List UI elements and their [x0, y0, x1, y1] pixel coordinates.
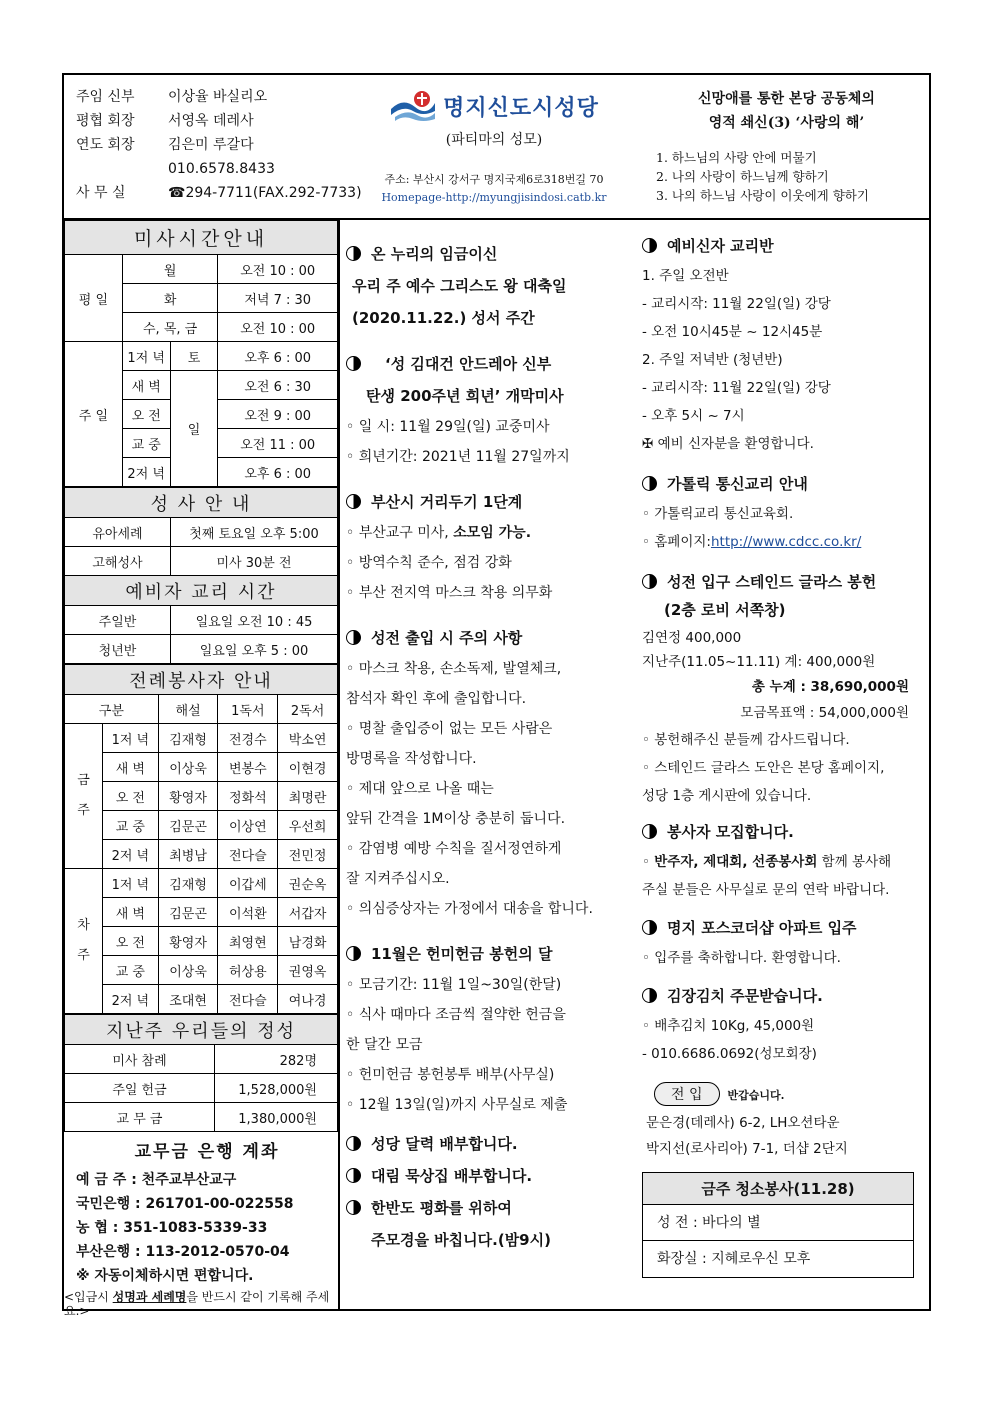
column-header: 2독서: [278, 695, 338, 724]
table-cell: 조대현: [158, 985, 218, 1014]
notice-item: [642, 848, 929, 876]
class-name: 청년반: [65, 635, 171, 664]
table-cell: 남경화: [278, 927, 338, 956]
notice-title: 김장김치 주문받습니다.: [667, 987, 823, 1005]
item-text: ◦ 홈페이지:: [642, 534, 711, 550]
mass-time: 오전 6 : 30: [218, 371, 338, 400]
notice-volunteers: [642, 816, 929, 904]
notice-item: - 교리시작: 11월 22일(일) 강당: [642, 296, 831, 312]
notice-title: 성전 출입 시 주의 사항: [371, 629, 523, 647]
notice-item: ◦ 식사 때마다 조금씩 절약한 헌금을: [346, 1007, 566, 1023]
notice-item: ◦ 모금기간: 11월 1일~30일(한달): [346, 977, 562, 993]
offering-table: [64, 1014, 338, 1132]
middle-column: [340, 220, 638, 1311]
section-heading: 전례봉사자 안내: [65, 665, 338, 695]
notice-item: 잘 지켜주십시오.: [346, 871, 450, 887]
notice-title: 주모경을 바칩니다.(밤9시): [371, 1231, 551, 1249]
bank-accounts: [64, 1132, 338, 1318]
table-cell: 전경수: [218, 724, 278, 753]
sacrament-time: 미사 30분 전: [171, 547, 338, 576]
column-header: 구분: [65, 695, 159, 724]
notice-title: 대림 묵상집 배부합니다.: [371, 1167, 533, 1185]
right-column: [638, 220, 929, 1311]
table-cell: 이상욱: [158, 753, 218, 782]
new-parishioner: 문은경(데레사) 6-2, LH오션타운: [646, 1115, 840, 1131]
bullet-icon: [642, 824, 657, 839]
weekly-total: 지난주(11.05~11.11) 계: 400,000원: [642, 654, 876, 670]
notice-item: ◦ 봉헌해주신 분들께 감사드립니다.: [642, 732, 850, 748]
mass-time: 오후 6 : 00: [218, 342, 338, 371]
table-cell: 우선희: [278, 811, 338, 840]
sacrament-name: 고해성사: [65, 547, 171, 576]
bullet-icon: [346, 1136, 361, 1151]
notice-item: 주실 분들은 사무실로 문의 연락 바랍니다.: [642, 882, 890, 898]
church-logo-icon: [389, 89, 437, 123]
section-heading: 지난주 우리들의 정성: [65, 1015, 338, 1045]
notice-item: ◦ 제대 앞으로 나올 때는: [346, 781, 494, 797]
table-cell: 전민정: [278, 840, 338, 869]
notice-title: (2층 로비 서쪽창): [664, 601, 786, 619]
table-cell: 서갑자: [278, 898, 338, 927]
mass-day: 화: [122, 284, 218, 313]
table-cell: 허상용: [218, 956, 278, 985]
staff-phone: 010.6578.8433: [168, 161, 275, 177]
parish-theme: [644, 87, 929, 205]
table-cell: 이갑세: [218, 869, 278, 898]
bank-note: [64, 1290, 338, 1318]
notice-item: ◦ 의심증상자는 가정에서 대송을 합니다.: [346, 901, 593, 917]
notice-title: (2020.11.22.) 성서 주간: [352, 309, 535, 327]
table-cell: 황영자: [158, 782, 218, 811]
donor-line: 김연정 400,000: [642, 630, 742, 646]
notice-item: ◦ 12월 13일(일)까지 사무실로 제출: [346, 1097, 568, 1113]
new-parishioner: 박지선(로사리아) 7-1, 더샵 2단지: [646, 1141, 848, 1157]
notice-title: 성전 입구 스테인드 글라스 봉헌: [667, 573, 877, 591]
notice-item: 참석자 확인 후에 출입합니다.: [346, 691, 527, 707]
notice-item: ◦ 가톨릭교리 통신교육회.: [642, 506, 794, 522]
notice-item: 2. 주일 저녁반 (청년반): [642, 352, 783, 368]
notice-item: [642, 528, 929, 556]
notice-item: ◦ 헌미헌금 봉헌봉투 배부(사무실): [346, 1067, 555, 1083]
table-cell: 김재형: [158, 869, 218, 898]
mass-name: 오 전: [122, 400, 170, 429]
notice-kimchi: [642, 980, 929, 1068]
notice-item: ◦ 희년기간: 2021년 11월 27일까지: [346, 449, 570, 465]
mass-time: 저녁 7 : 30: [218, 284, 338, 313]
offering-label: 교 무 금: [65, 1103, 215, 1132]
left-column: [64, 220, 340, 1318]
notice-item: 한 달간 모금: [346, 1037, 423, 1053]
bullet-icon: [642, 476, 657, 491]
notice-title: 11월은 헌미헌금 봉헌의 달: [371, 945, 553, 963]
staff-name: 서영옥 데레사: [168, 113, 254, 129]
table-cell: 2저 녁: [102, 840, 158, 869]
week-label: 금 주: [65, 724, 103, 869]
notice-item: ◦ 방역수칙 준수, 점검 강화: [346, 555, 512, 571]
table-cell: 이석환: [218, 898, 278, 927]
mass-day: 월: [122, 255, 218, 284]
notice-item: - 오후 5시 ~ 7시: [642, 408, 745, 424]
table-cell: 김문곤: [158, 811, 218, 840]
bullet-icon: [346, 1200, 361, 1215]
cleaning-duty-box: [642, 1172, 914, 1278]
bulletin-header: [64, 75, 929, 220]
notice-rice-offering: [346, 938, 638, 1120]
table-cell: 권영옥: [278, 956, 338, 985]
staff-role: 연도 회장: [76, 137, 135, 153]
notice-item: - 오전 10시45분 ~ 12시45분: [642, 324, 823, 340]
sacrament-time: 첫째 토요일 오후 5:00: [171, 518, 338, 547]
notice-distancing: [346, 486, 638, 608]
move-in-badge: 전 입: [654, 1082, 720, 1106]
cleaning-title: 금주 청소봉사(11.28): [643, 1173, 913, 1205]
section-heading: 성 사 안 내: [65, 488, 338, 518]
notice-item: ◦ 배추김치 10Kg, 45,000원: [642, 1018, 815, 1034]
notice-entry-rules: [346, 622, 638, 924]
notice-title: 탄생 200주년 희년’ 개막미사: [366, 387, 564, 405]
notice-feast: [346, 238, 638, 334]
theme-item: 1. 하느님의 사랑 안에 머물기: [656, 150, 817, 165]
table-cell: 1저 녁: [102, 724, 158, 753]
bank-line: 농 협 : 351-1083-5339-33: [76, 1220, 268, 1236]
mass-name: 1저 녁: [122, 342, 170, 371]
bank-line: 예 금 주 : 천주교부산교구: [76, 1172, 237, 1188]
office-label: 사 무 실: [76, 185, 126, 201]
notice-item: ◦ 감염병 예방 수칙을 질서정연하게: [346, 841, 562, 857]
table-cell: 정화석: [218, 782, 278, 811]
item-text: 함께 봉사해: [817, 854, 892, 870]
weekday-label: 평 일: [65, 255, 123, 342]
offering-value: 1,528,000원: [215, 1074, 338, 1103]
sacrament-table: [64, 487, 338, 664]
cleaning-row: 화장실 : 지혜로우신 모후: [657, 1251, 811, 1267]
bank-title: 교무금 은행 계좌: [134, 1142, 280, 1162]
offering-label: 주일 헌금: [65, 1074, 215, 1103]
notice-misc: [346, 1128, 638, 1256]
mass-time: 오전 10 : 00: [218, 313, 338, 342]
notice-item: 앞뒤 간격을 1M이상 충분히 둡니다.: [346, 811, 566, 827]
theme-item: 3. 나의 하느님 사랑이 이웃에게 향하기: [656, 188, 869, 203]
item-emphasis: 반주자, 제대회, 선종봉사회: [654, 854, 818, 870]
church-subtitle: (파티마의 성모): [445, 132, 543, 148]
notice-title: 예비신자 교리반: [667, 237, 774, 255]
sacrament-name: 유아세례: [65, 518, 171, 547]
bullet-icon: [346, 494, 361, 509]
notice-item: ◦ 부산 전지역 마스크 착용 의무화: [346, 585, 553, 601]
table-cell: 최영현: [218, 927, 278, 956]
note-text: 을 반드시 같이 기록해 주세요.>: [64, 1290, 330, 1318]
offering-label: 미사 참례: [65, 1045, 215, 1074]
table-cell: 이현경: [278, 753, 338, 782]
mass-name: 새 벽: [122, 371, 170, 400]
bullet-icon: [642, 238, 657, 253]
table-cell: 여나경: [278, 985, 338, 1014]
notice-item: - 010.6686.0692(성모회장): [642, 1046, 817, 1062]
table-cell: 김문곤: [158, 898, 218, 927]
ministers-table: [64, 664, 338, 1014]
table-cell: 오 전: [102, 927, 158, 956]
staff-role: 주임 신부: [76, 89, 135, 105]
table-cell: 2저 녁: [102, 985, 158, 1014]
staff-role: 평협 회장: [76, 113, 135, 129]
bullet-icon: [346, 246, 361, 261]
notice-item: ◦ 명찰 출입증이 없는 모든 사람은: [346, 721, 553, 737]
table-cell: 권순옥: [278, 869, 338, 898]
notice-item: [346, 518, 638, 548]
notice-title: 성당 달력 배부합니다.: [371, 1135, 518, 1153]
theme-item: 2. 나의 사랑이 하느님께 향하기: [656, 169, 829, 184]
notice-jubilee: [346, 348, 638, 472]
item-text: ◦ 부산교구 미사,: [346, 525, 454, 541]
class-time: 일요일 오후 5 : 00: [171, 635, 338, 664]
table-cell: 최명란: [278, 782, 338, 811]
notice-item: ◦ 일 시: 11월 29일(일) 교중미사: [346, 419, 550, 435]
notice-title: 온 누리의 임금이신: [371, 245, 498, 263]
table-cell: 전다슬: [218, 840, 278, 869]
bullet-icon: [346, 630, 361, 645]
table-cell: 김재형: [158, 724, 218, 753]
notice-item: 방명록을 작성합니다.: [346, 751, 477, 767]
table-cell: 전다슬: [218, 985, 278, 1014]
column-header: 1독서: [218, 695, 278, 724]
notice-item: 성당 1층 게시판에 있습니다.: [642, 788, 812, 804]
notice-correspondence: [642, 468, 929, 556]
bank-line: 국민은행 : 261701-00-022558: [76, 1196, 294, 1212]
church-address: 주소: 부산시 강서구 명지국제6로318번길 70: [384, 173, 604, 186]
notice-item: ◦ 입주를 축하합니다. 환영합니다.: [642, 950, 841, 966]
bullet-icon: [346, 946, 361, 961]
notice-title: 부산시 거리두기 1단계: [371, 493, 523, 511]
notice-catechumen: [642, 230, 929, 458]
notice-item: 1. 주일 오전반: [642, 268, 729, 284]
table-cell: 교 중: [102, 811, 158, 840]
offering-value: 282명: [215, 1045, 338, 1074]
staff-name: 김은미 루갈다: [168, 137, 254, 153]
bullet-icon: [346, 356, 361, 371]
homepage-link[interactable]: Homepage-http://myungjisindosi.catb.kr: [381, 191, 607, 204]
church-title-block: [349, 89, 639, 207]
class-time: 일요일 오전 10 : 45: [171, 606, 338, 635]
table-cell: 최병남: [158, 840, 218, 869]
mass-name: 2저 녁: [122, 458, 170, 487]
theme-line: 영적 쇄신(3) ‘사랑의 해’: [708, 115, 865, 131]
fundraising-goal: 모금목표액 : 54,000,000원: [740, 705, 909, 721]
bullet-icon: [642, 920, 657, 935]
bank-line: 부산은행 : 113-2012-0570-04: [76, 1244, 290, 1260]
notice-title: 명지 포스코더샵 아파트 입주: [667, 919, 857, 937]
week-label: 차 주: [65, 869, 103, 1014]
table-cell: 새 벽: [102, 753, 158, 782]
section-heading: 예비자 교리 시간: [65, 576, 338, 606]
table-cell: 이상욱: [158, 956, 218, 985]
note-emphasis: 성명과 세례명: [112, 1290, 187, 1304]
staff-role: [76, 157, 168, 181]
offering-value: 1,380,000원: [215, 1103, 338, 1132]
item-text: ◦: [642, 854, 655, 870]
bullet-icon: [642, 988, 657, 1003]
bullet-icon: [642, 574, 657, 589]
table-cell: 황영자: [158, 927, 218, 956]
notice-stained-glass: [642, 566, 929, 810]
bank-line: ※ 자동이체하시면 편합니다.: [76, 1268, 254, 1284]
theme-line: 신망애를 통한 본당 공동체의: [698, 91, 875, 107]
mass-time: 오전 10 : 00: [218, 255, 338, 284]
notice-item: ◦ 스테인드 글라스 도안은 본당 홈페이지,: [642, 760, 885, 776]
notice-title: 우리 주 예수 그리스도 왕 대축일: [352, 277, 567, 295]
table-cell: 변봉수: [218, 753, 278, 782]
table-cell: 박소연: [278, 724, 338, 753]
notice-title: 한반도 평화를 위하여: [371, 1199, 512, 1217]
note-text: <입금시: [64, 1290, 113, 1304]
notice-title: 가톨릭 통신교리 안내: [667, 475, 808, 493]
bulletin-page: [62, 73, 931, 1318]
bullet-icon: [346, 1168, 361, 1183]
notice-apartment: [642, 912, 929, 972]
sunday-label: 주 일: [65, 342, 123, 487]
table-cell: 이상연: [218, 811, 278, 840]
table-cell: 새 벽: [102, 898, 158, 927]
section-heading: 미사시간안내: [65, 221, 338, 255]
notice-item: ◦ 마스크 착용, 손소독제, 발열체크,: [346, 661, 562, 677]
table-cell: 1저 녁: [102, 869, 158, 898]
cdcc-link[interactable]: http://www.cdcc.co.kr/: [710, 534, 862, 550]
mass-schedule-table: [64, 220, 338, 487]
staff-info: [76, 85, 362, 205]
cumulative-total: 총 누계 : 38,690,000원: [751, 679, 909, 695]
office-phone: ☎294-7711(FAX.292-7733): [168, 185, 362, 201]
staff-name: 이상율 바실리오: [168, 89, 268, 105]
notice-title: ‘성 김대건 안드레아 신부: [385, 355, 552, 373]
cleaning-row: 성 전 : 바다의 별: [643, 1205, 913, 1241]
mass-day: 일: [170, 371, 218, 487]
notice-item: - 교리시작: 11월 22일(일) 강당: [642, 380, 831, 396]
table-cell: 오 전: [102, 782, 158, 811]
move-in-notice: [642, 1078, 929, 1162]
mass-name: 교 중: [122, 429, 170, 458]
welcome-text: 반갑습니다.: [727, 1089, 785, 1102]
mass-day: 수, 목, 금: [122, 313, 218, 342]
table-cell: 교 중: [102, 956, 158, 985]
mass-time: 오전 11 : 00: [218, 429, 338, 458]
mass-time: 오후 6 : 00: [218, 458, 338, 487]
item-emphasis: 소모임 가능.: [453, 525, 532, 541]
notice-title: 봉사자 모집합니다.: [667, 823, 794, 841]
church-name: 명지신도시성당: [443, 95, 599, 121]
notice-item: ✠ 예비 신자분을 환영합니다.: [642, 436, 814, 452]
column-header: 해설: [158, 695, 218, 724]
mass-day: 토: [170, 342, 218, 371]
class-name: 주일반: [65, 606, 171, 635]
mass-time: 오전 9 : 00: [218, 400, 338, 429]
